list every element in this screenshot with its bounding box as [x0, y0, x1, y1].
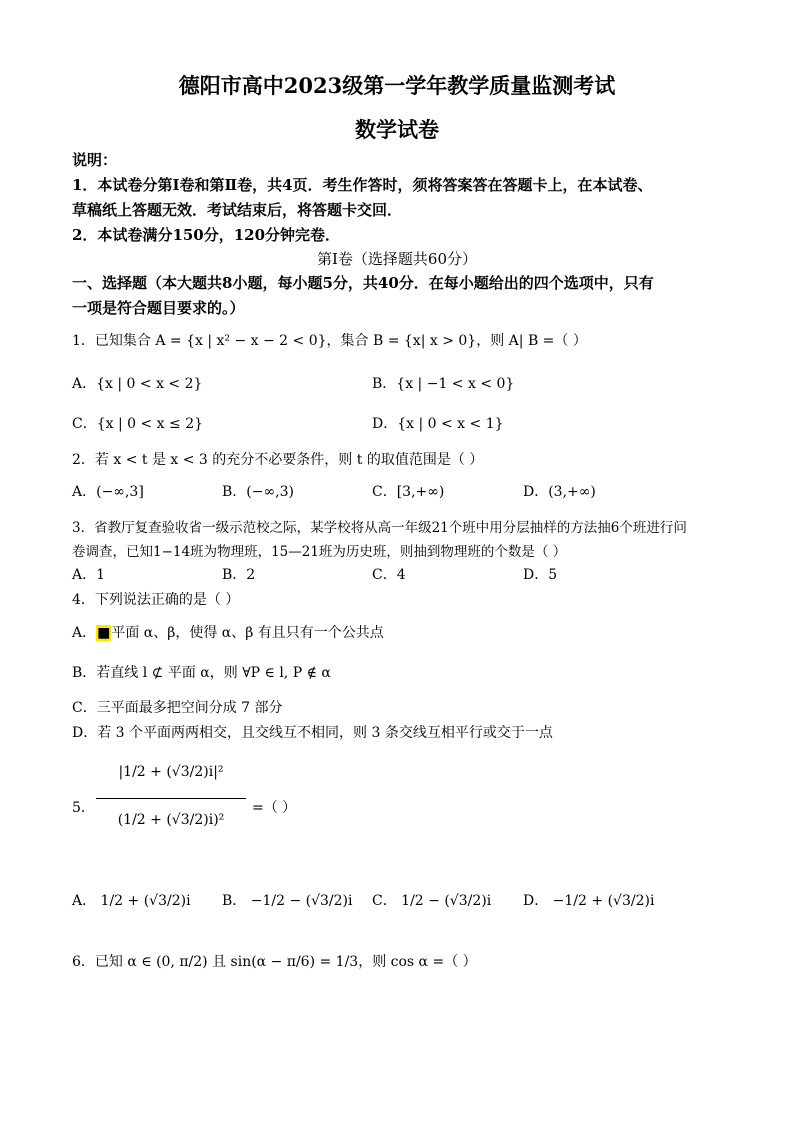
exam-subtitle: 数学试卷: [355, 117, 439, 142]
question-4-option-c: C．三平面最多把空间分成 7 部分: [72, 700, 283, 716]
question-5-option-d: D． −1/2 + (√3/2)i: [523, 893, 655, 909]
question-4-option-b: B．若直线 l ⊄ 平面 α，则 ∀P ∈ l, P ∉ α: [72, 665, 331, 681]
instructions-line-2: 草稿纸上答题无效．考试结束后，将答题卡交回．: [72, 201, 403, 219]
question-5-numerator: |1/2 + (√3/2)i|²: [118, 764, 224, 780]
question-3-option-b: B．2: [222, 567, 256, 583]
question-4-option-a-prefix: A．: [72, 625, 97, 641]
question-5-option-b: B． −1/2 − (√3/2)i: [222, 893, 353, 909]
question-5-tail: =（ ）: [252, 800, 297, 816]
question-4-option-d: D．若 3 个平面两两相交，且交线互不相同，则 3 条交线互相平行或交于一点: [72, 725, 553, 741]
question-6-stem: 6．已知 α ∈ (0, π/2) 且 sin(α − π/6) = 1/3，则 cos α =（ ）: [72, 954, 477, 970]
question-5-denominator: (1/2 + (√3/2)i)²: [117, 812, 225, 828]
section-instruction-line-1: 一、选择题（本大题共8小题，每小题5分，共40分．在每小题给出的四个选项中，只有: [72, 274, 654, 292]
question-1-option-c: C．{x | 0 < x ≤ 2}: [72, 416, 204, 432]
question-4-option-a-text: 平面 α、β，使得 α、β 有且只有一个公共点: [111, 625, 384, 641]
question-2-option-b: B．(−∞,3): [222, 484, 294, 500]
question-2-option-a: A．(−∞,3]: [72, 484, 144, 500]
question-1-stem: 1．已知集合 A = {x | x² − x − 2 < 0}，集合 B = {x| x > 0}，则 A| B =（ ）: [72, 333, 587, 349]
question-5-fraction-bar: [96, 798, 246, 799]
question-2-stem: 2．若 x < t 是 x < 3 的充分不必要条件，则 t 的取值范围是（ ）: [72, 452, 484, 468]
part1-heading: 第Ⅰ卷（选择题共60分）: [316, 250, 477, 268]
question-3-option-c: C．4: [372, 567, 406, 583]
question-1-option-d: D．{x | 0 < x < 1}: [372, 416, 504, 432]
question-1-option-b: B．{x | −1 < x < 0}: [372, 376, 515, 392]
question-2-option-c: C．[3,+∞): [372, 484, 445, 500]
instructions-line-3: 2．本试卷满分150分，120分钟完卷．: [72, 226, 341, 244]
section-instruction-line-2: 一项是符合题目要求的。）: [72, 299, 245, 317]
exam-title: 德阳市高中2023级第一学年教学质量监测考试: [178, 73, 616, 98]
question-3-option-a: A．1: [72, 567, 106, 583]
question-3-stem-line-2: 卷调查，已知1−14班为物理班，15—21班为历史班，则抽到物理班的个数是（ ）: [72, 544, 567, 560]
question-5-option-c: C． 1/2 − (√3/2)i: [372, 893, 492, 909]
instructions-heading: 说明：: [72, 151, 118, 169]
question-3-option-d: D．5: [523, 567, 558, 583]
question-5-number: 5．: [72, 800, 95, 816]
question-2-option-d: D．(3,+∞): [523, 484, 596, 500]
instructions-line-1: 1．本试卷分第Ⅰ卷和第Ⅱ卷，共4页．考生作答时，须将答案答在答题卡上，在本试卷、: [72, 176, 653, 194]
question-1-option-a: A．{x | 0 < x < 2}: [72, 376, 203, 392]
highlight-marker: ■: [97, 625, 111, 641]
question-3-stem-line-1: 3．省教厅复查验收省一级示范校之际，某学校将从高一年级21个班中用分层抽样的方法抽6个班进行问: [72, 520, 687, 536]
question-5-option-a: A． 1/2 + (√3/2)i: [72, 893, 191, 909]
question-4-option-a: [72, 622, 384, 642]
question-4-stem: 4．下列说法正确的是（ ）: [72, 592, 240, 608]
